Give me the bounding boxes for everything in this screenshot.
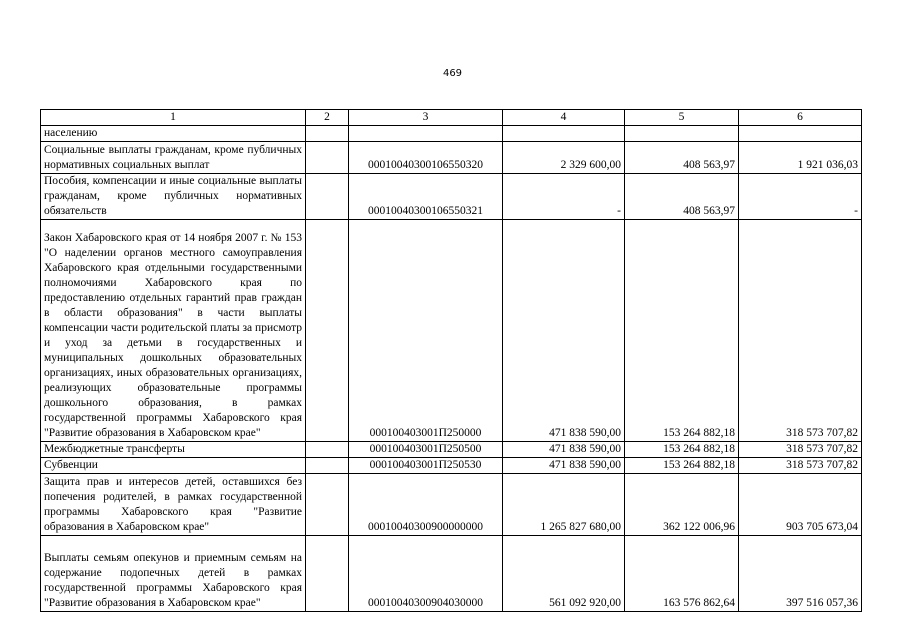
row-name: Выплаты семьям опекунов и приемным семьям на содержание подопечных детей в рамках государственной программы Хабаровского края "Развитие образования в Хабаровском крае" [41, 536, 306, 612]
row-name: Субвенции [41, 458, 306, 474]
row-executed: 362 122 006,96 [625, 474, 739, 536]
table-row [41, 474, 862, 536]
row-col2 [306, 126, 349, 142]
row-unexecuted [739, 126, 862, 142]
column-header: 2 [306, 110, 349, 126]
row-unexecuted: 903 705 673,04 [739, 474, 862, 536]
row-col2 [306, 474, 349, 536]
row-executed: 408 563,97 [625, 142, 739, 174]
row-executed: 163 576 862,64 [625, 536, 739, 612]
row-col2 [306, 458, 349, 474]
row-approved: 471 838 590,00 [503, 220, 625, 442]
row-col2 [306, 442, 349, 458]
row-name: Закон Хабаровского края от 14 ноября 2007 г. № 153 "О наделении органов местного самоуправления Хабаровского края отдельными государственными полномочиями Хабаровского края по предоставлению отдельных гарантий прав граждан в области образования" в части выплаты компенсации части родительской платы за присмотр и уход за детьми в государственных и муниципальных дошкольных образовательных организациях, иных образовательных организациях, реализующих образовательные программы дошкольного образования, в рамках государственной программы Хабаровского края "Развитие образования в Хабаровском крае" [41, 220, 306, 442]
row-code: 00010040300900000000 [349, 474, 503, 536]
table-row [41, 536, 862, 612]
row-unexecuted: - [739, 174, 862, 220]
column-header: 4 [503, 110, 625, 126]
row-approved: 2 329 600,00 [503, 142, 625, 174]
row-approved: 471 838 590,00 [503, 458, 625, 474]
table-row [41, 220, 862, 442]
row-col2 [306, 536, 349, 612]
row-approved: - [503, 174, 625, 220]
row-executed: 153 264 882,18 [625, 442, 739, 458]
row-unexecuted: 318 573 707,82 [739, 458, 862, 474]
page-number: 469 [442, 68, 463, 79]
row-name: Пособия, компенсации и иные социальные выплаты гражданам, кроме публичных нормативных обязательств [41, 174, 306, 220]
row-code [349, 126, 503, 142]
row-col2 [306, 142, 349, 174]
row-unexecuted: 397 516 057,36 [739, 536, 862, 612]
row-approved: 561 092 920,00 [503, 536, 625, 612]
row-code: 000100403001П250000 [349, 220, 503, 442]
row-name: Социальные выплаты гражданам, кроме публичных нормативных социальных выплат [41, 142, 306, 174]
row-code: 00010040300904030000 [349, 536, 503, 612]
row-name: населению [41, 126, 306, 142]
row-unexecuted: 318 573 707,82 [739, 442, 862, 458]
row-col2 [306, 220, 349, 442]
row-approved: 471 838 590,00 [503, 442, 625, 458]
row-executed: 153 264 882,18 [625, 458, 739, 474]
row-approved: 1 265 827 680,00 [503, 474, 625, 536]
row-approved [503, 126, 625, 142]
row-name: Межбюджетные трансферты [41, 442, 306, 458]
column-header: 1 [41, 110, 306, 126]
table-row [41, 126, 862, 142]
table-row [41, 458, 862, 474]
table-header-row [41, 110, 862, 126]
row-code: 000100403001П250530 [349, 458, 503, 474]
row-col2 [306, 174, 349, 220]
table-row [41, 442, 862, 458]
budget-execution-table [40, 109, 862, 612]
column-header: 5 [625, 110, 739, 126]
table-row [41, 174, 862, 220]
row-executed: 153 264 882,18 [625, 220, 739, 442]
table-row [41, 142, 862, 174]
row-code: 00010040300106550320 [349, 142, 503, 174]
row-executed [625, 126, 739, 142]
row-code: 000100403001П250500 [349, 442, 503, 458]
column-header: 6 [739, 110, 862, 126]
column-header: 3 [349, 110, 503, 126]
row-unexecuted: 1 921 036,03 [739, 142, 862, 174]
row-executed: 408 563,97 [625, 174, 739, 220]
row-name: Защита прав и интересов детей, оставшихся без попечения родителей, в рамках государственной программы Хабаровского края "Развитие образования в Хабаровском крае" [41, 474, 306, 536]
row-code: 00010040300106550321 [349, 174, 503, 220]
row-unexecuted: 318 573 707,82 [739, 220, 862, 442]
